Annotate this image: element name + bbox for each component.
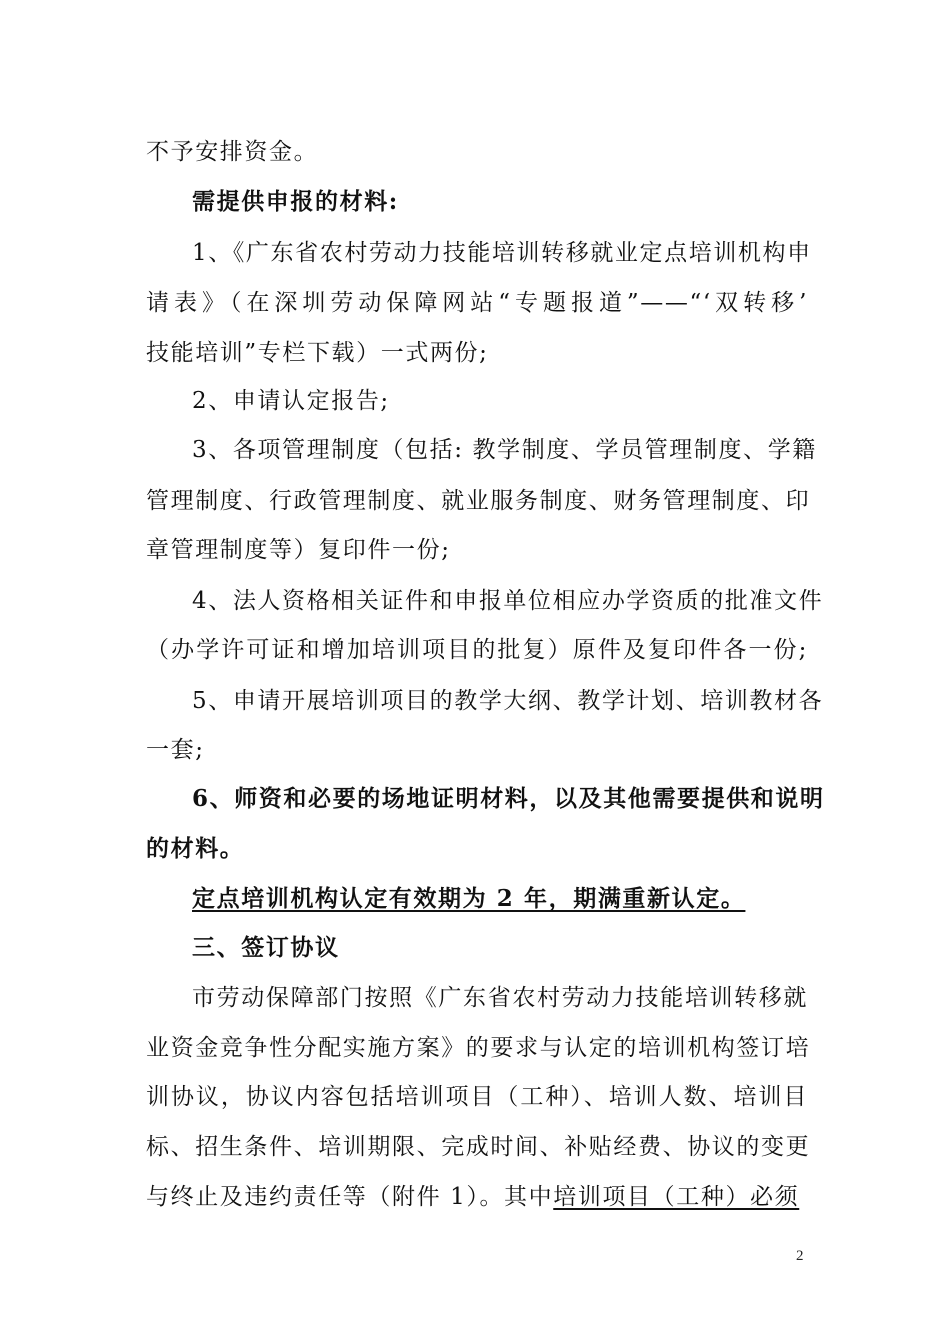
underlined-text: 培训项目（工种）必须: [553, 1184, 800, 1210]
section-heading: 三、签订协议: [192, 934, 340, 961]
list-item-1-line-1: 1、《广东省农村劳动力技能培训转移就业定点培训机构申: [192, 240, 812, 266]
paragraph-line: 市劳动保障部门按照《广东省农村劳动力技能培训转移就: [192, 985, 808, 1011]
list-item-5-line-1: 5、申请开展培训项目的教学大纲、教学计划、培训教材各: [192, 688, 824, 714]
list-item-3-line-2: 管理制度、行政管理制度、就业服务制度、财务管理制度、印: [146, 488, 811, 514]
page-number: 2: [796, 1248, 804, 1264]
list-item-6-line-1: 6、师资和必要的场地证明材料，以及其他需要提供和说明: [192, 785, 825, 812]
paragraph-line: [146, 1182, 808, 1212]
list-item-1-line-2: 请表》（在深圳劳动保障网站“专题报道”——“‘双转移’: [146, 290, 808, 316]
paragraph-text: 与终止及违约责任等（附件 1）。其中: [146, 1184, 554, 1210]
list-item-6-line-2: 的材料。: [146, 835, 245, 862]
paragraph-line: 标、招生条件、培训期限、完成时间、补贴经费、协议的变更: [146, 1134, 811, 1160]
list-item-5-line-2: 一套;: [146, 737, 205, 763]
paragraph-line: 业资金竞争性分配实施方案》的要求与认定的培训机构签订培: [146, 1035, 811, 1061]
validity-note: 定点培训机构认定有效期为 2 年，期满重新认定。: [192, 885, 746, 912]
paragraph-line: 训协议，协议内容包括培训项目（工种）、培训人数、培训目: [146, 1084, 808, 1110]
list-item-3-line-3: 章管理制度等）复印件一份;: [146, 537, 451, 563]
list-item-2: 2、申请认定报告;: [192, 388, 390, 414]
section-subheading: 需提供申报的材料:: [192, 188, 399, 215]
list-item-4-line-2: （办学许可证和增加培训项目的批复）原件及复印件各一份;: [146, 637, 808, 663]
list-item-4-line-1: 4、法人资格相关证件和申报单位相应办学资质的批准文件: [192, 588, 824, 614]
paragraph-line: 不予安排资金。: [146, 139, 319, 165]
list-item-3-line-1: 3、各项管理制度（包括: 教学制度、学员管理制度、学籍: [192, 437, 817, 463]
list-item-1-line-3: 技能培训”专栏下载）一式两份;: [146, 340, 489, 366]
